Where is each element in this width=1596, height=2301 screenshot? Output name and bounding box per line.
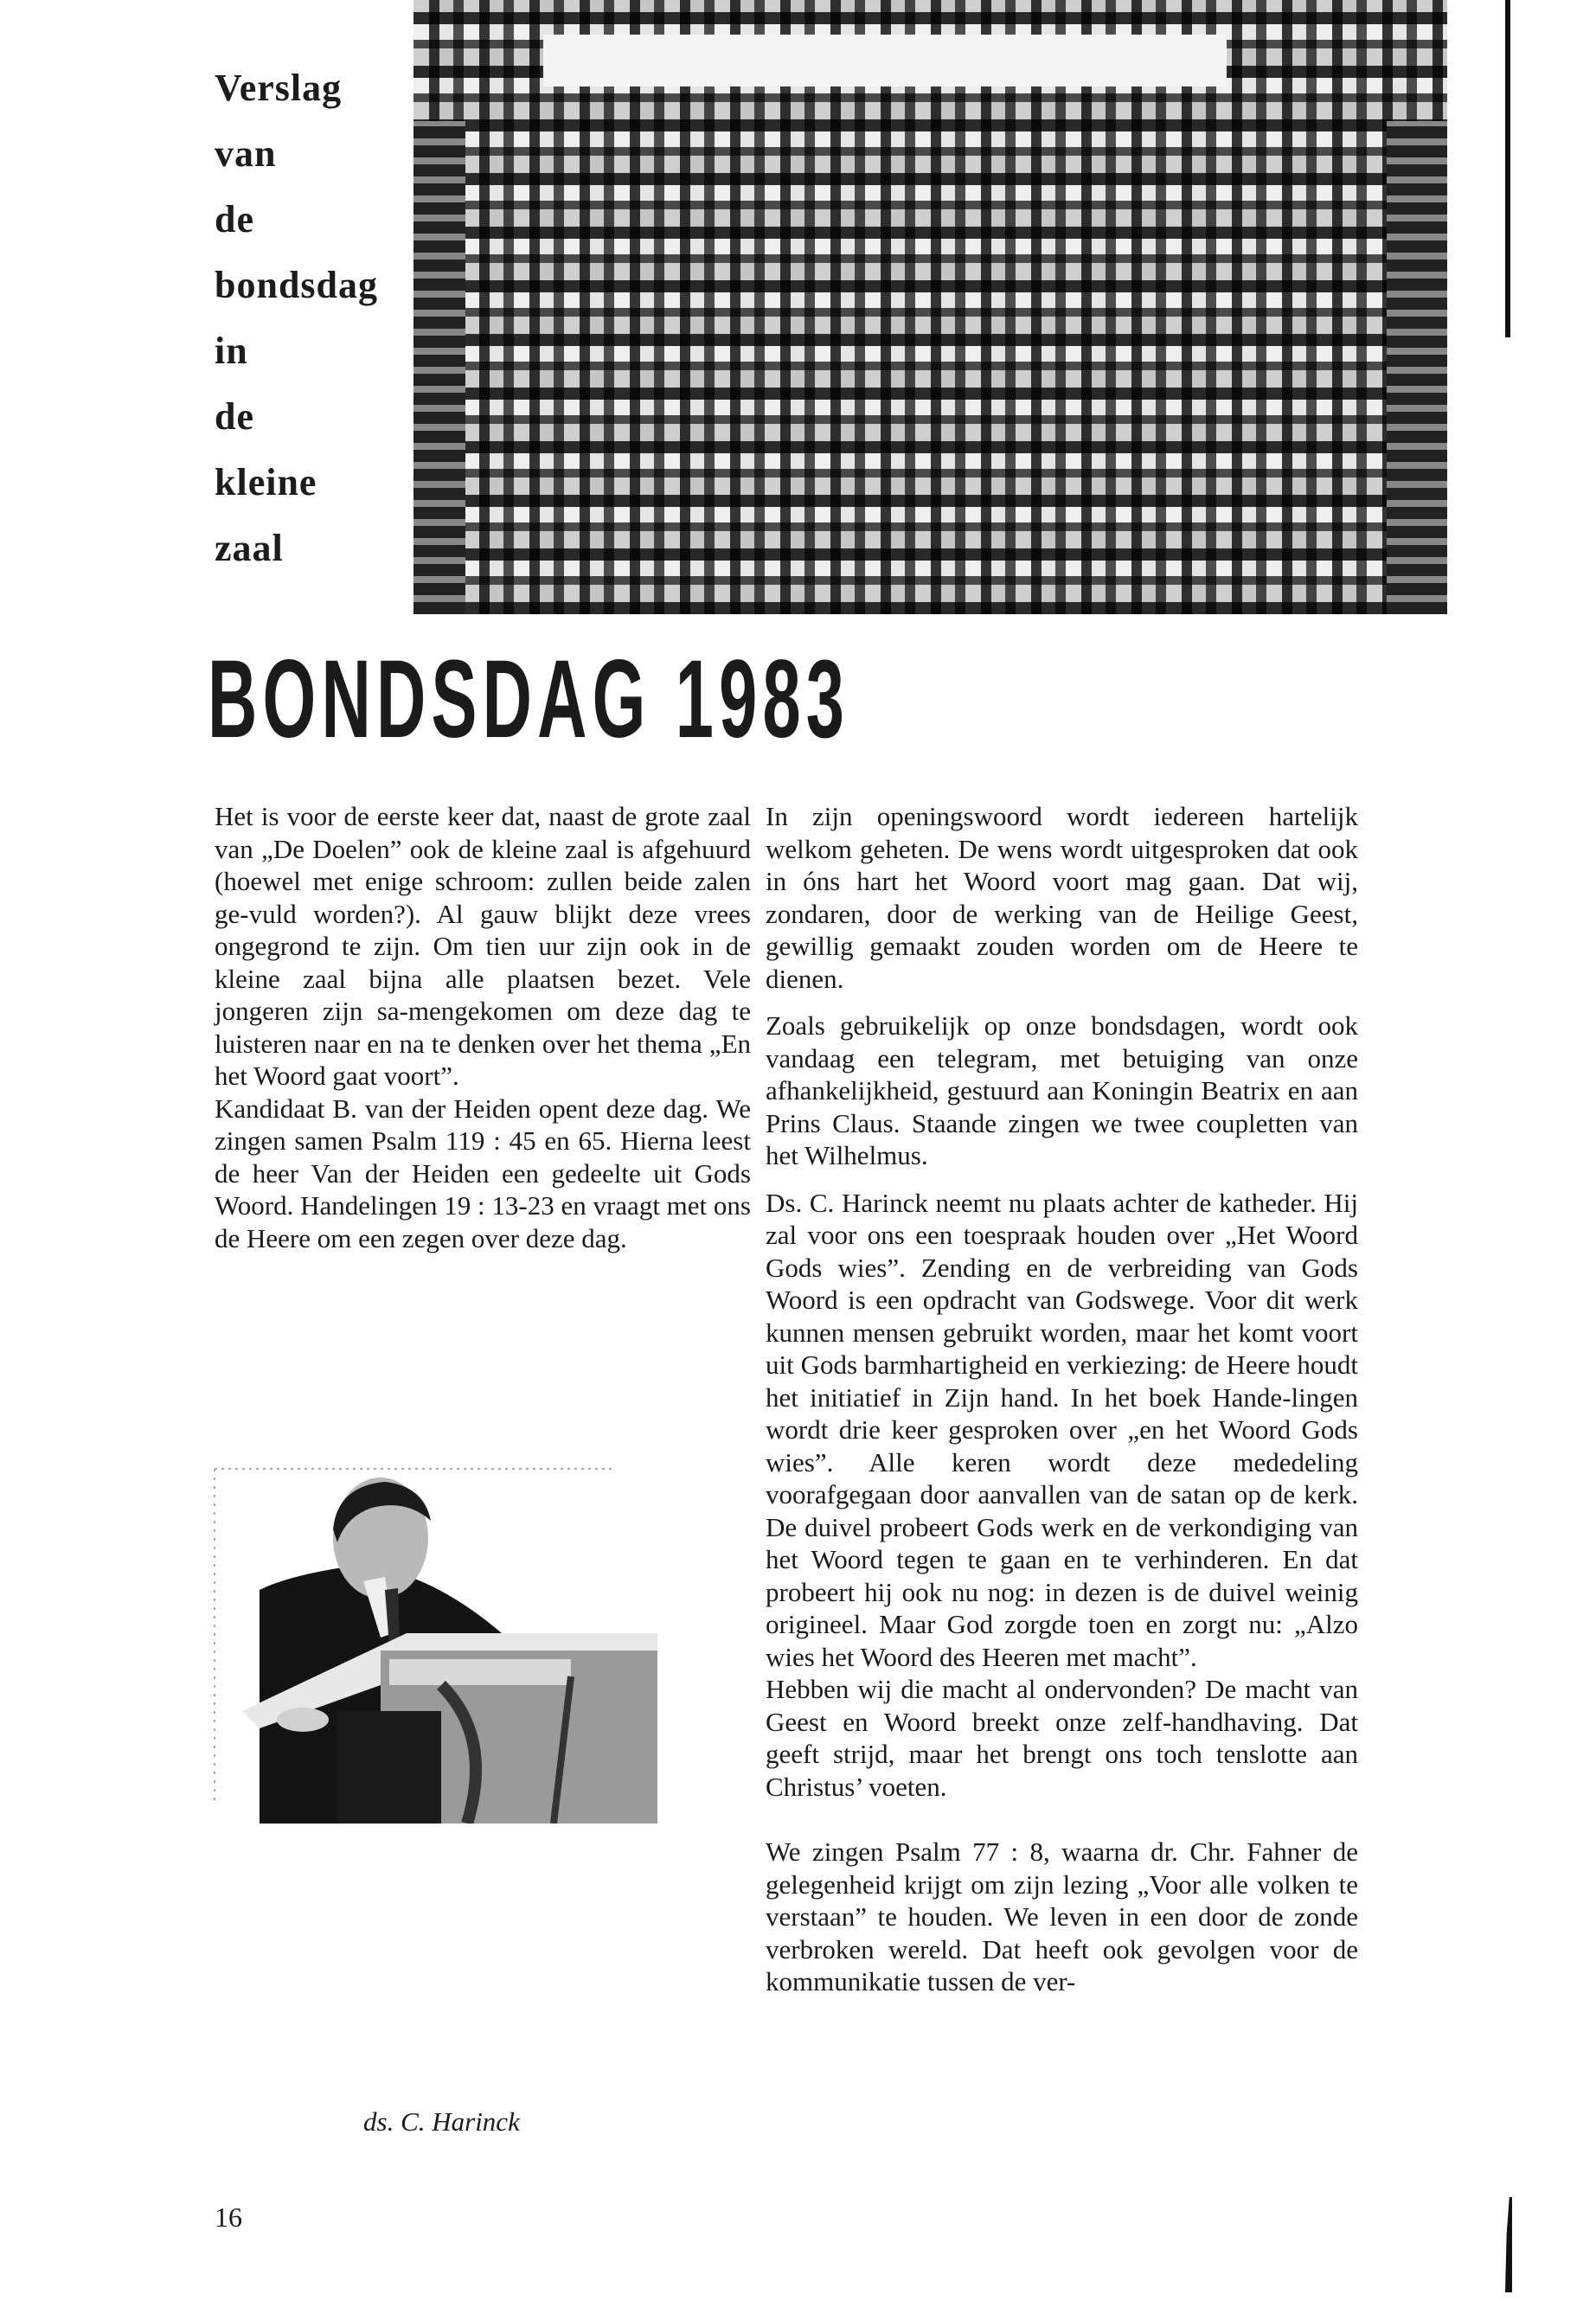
side-title-word: Verslag <box>215 67 343 109</box>
speaker-photo <box>208 1460 657 1823</box>
paragraph: In zijn openingswoord wordt iedereen hartelijk welkom geheten. De wens wordt uitgesproken dat ook in óns hart het Woord voort mag gaan. Dat wij, zondaren, door de werking van de Heilige Geest, gewillig gemaakt zouden worden om de Heere te dienen. <box>766 801 1358 994</box>
hall-banner <box>543 35 1227 87</box>
article-column-left <box>215 800 751 1254</box>
margin-rule <box>1505 0 1510 337</box>
side-title-word: kleine <box>215 461 317 503</box>
headline: BONDSDAG 1983 <box>208 638 850 761</box>
side-title-word: bondsdag <box>215 264 379 306</box>
article-column-right <box>766 800 1358 1998</box>
side-title-word: van <box>215 132 277 175</box>
side-title-word: de <box>215 395 254 438</box>
paragraph: Kandidaat B. van der Heiden opent deze dag. We zingen samen Psalm 119 : 45 en 65. Hierna leest de heer Van der Heiden een gedeelte uit Gods Woord. Handelingen 19 : 13-23 en vraagt met ons de Heere om een zegen over deze dag. <box>215 1093 751 1253</box>
paragraph: Ds. C. Harinck neemt nu plaats achter de katheder. Hij zal voor ons een toespraak houden over „Het Woord Gods wies”. Zending en de verbreiding van Gods Woord is een opdracht van Godswege. Voor dit werk kunnen mensen gebruikt worden, maar het komt voort uit Gods barmhartigheid en verkiezing: de Heere houdt het initiatief in Zijn hand. In het boek Hande-lingen wordt drie keer gesproken over „en het Woord Gods wies”. Alle keren wordt deze mededeling voorafgegaan door aanvallen van de satan op de kerk. De duivel probeert Gods werk en de verkondiging van het Woord tegen te gaan en te verhinderen. En dat probeert hij ook nu nog: in dezen is de duivel weinig origineel. Maar God zorgde toen en zorgt nu: „Alzo wies het Woord des Heeren met macht”. <box>766 1187 1358 1672</box>
paragraph: Het is voor de eerste keer dat, naast de grote zaal van „De Doelen” ook de kleine zaal is afgehuurd (hoewel met enige schroom: zullen beide zalen ge-vuld worden?). Al gauw blijkt deze vrees ongegrond te zijn. Om tien uur zijn ook in de kleine zaal bijna alle plaatsen bezet. Vele jongeren zijn sa-mengekomen om deze dag te luisteren naar en na te denken over het thema „En het Woord gaat voort”. <box>215 801 751 1091</box>
hall-stairs-left <box>413 121 465 614</box>
paragraph: Hebben wij die macht al ondervonden? De macht van Geest en Woord breekt onze zelf-handhaving. Dat geeft strijd, maar het brengt ons toch tenslotte aan Christus’ voeten. <box>766 1674 1358 1802</box>
speaker-figure-icon <box>208 1460 657 1823</box>
paragraph: We zingen Psalm 77 : 8, waarna dr. Chr. Fahner de gelegenheid krijgt om zijn lezing „Voor alle volken te verstaan” te houden. We leven in een door de zonde verbroken wereld. Dat heeft ook gevolgen voor de kommunikatie tussen de ver- <box>766 1836 1358 1997</box>
paragraph: Zoals gebruikelijk op onze bondsdagen, wordt ook vandaag een telegram, met betuiging van onze afhankelijkheid, gestuurd aan Koningin Beatrix en aan Prins Claus. Staande zingen we twee coupletten van het Wilhelmus. <box>766 1010 1358 1170</box>
photo-caption: ds. C. Harinck <box>363 2106 520 2137</box>
side-title-word: de <box>215 198 254 240</box>
side-title-word: in <box>215 330 248 372</box>
page-number: 16 <box>215 2202 242 2233</box>
scan-edge-mark <box>1505 2197 1512 2292</box>
hall-stairs-right <box>1387 121 1447 614</box>
audience-photo <box>413 0 1447 614</box>
side-title <box>215 69 413 595</box>
side-title-word: zaal <box>215 527 284 569</box>
